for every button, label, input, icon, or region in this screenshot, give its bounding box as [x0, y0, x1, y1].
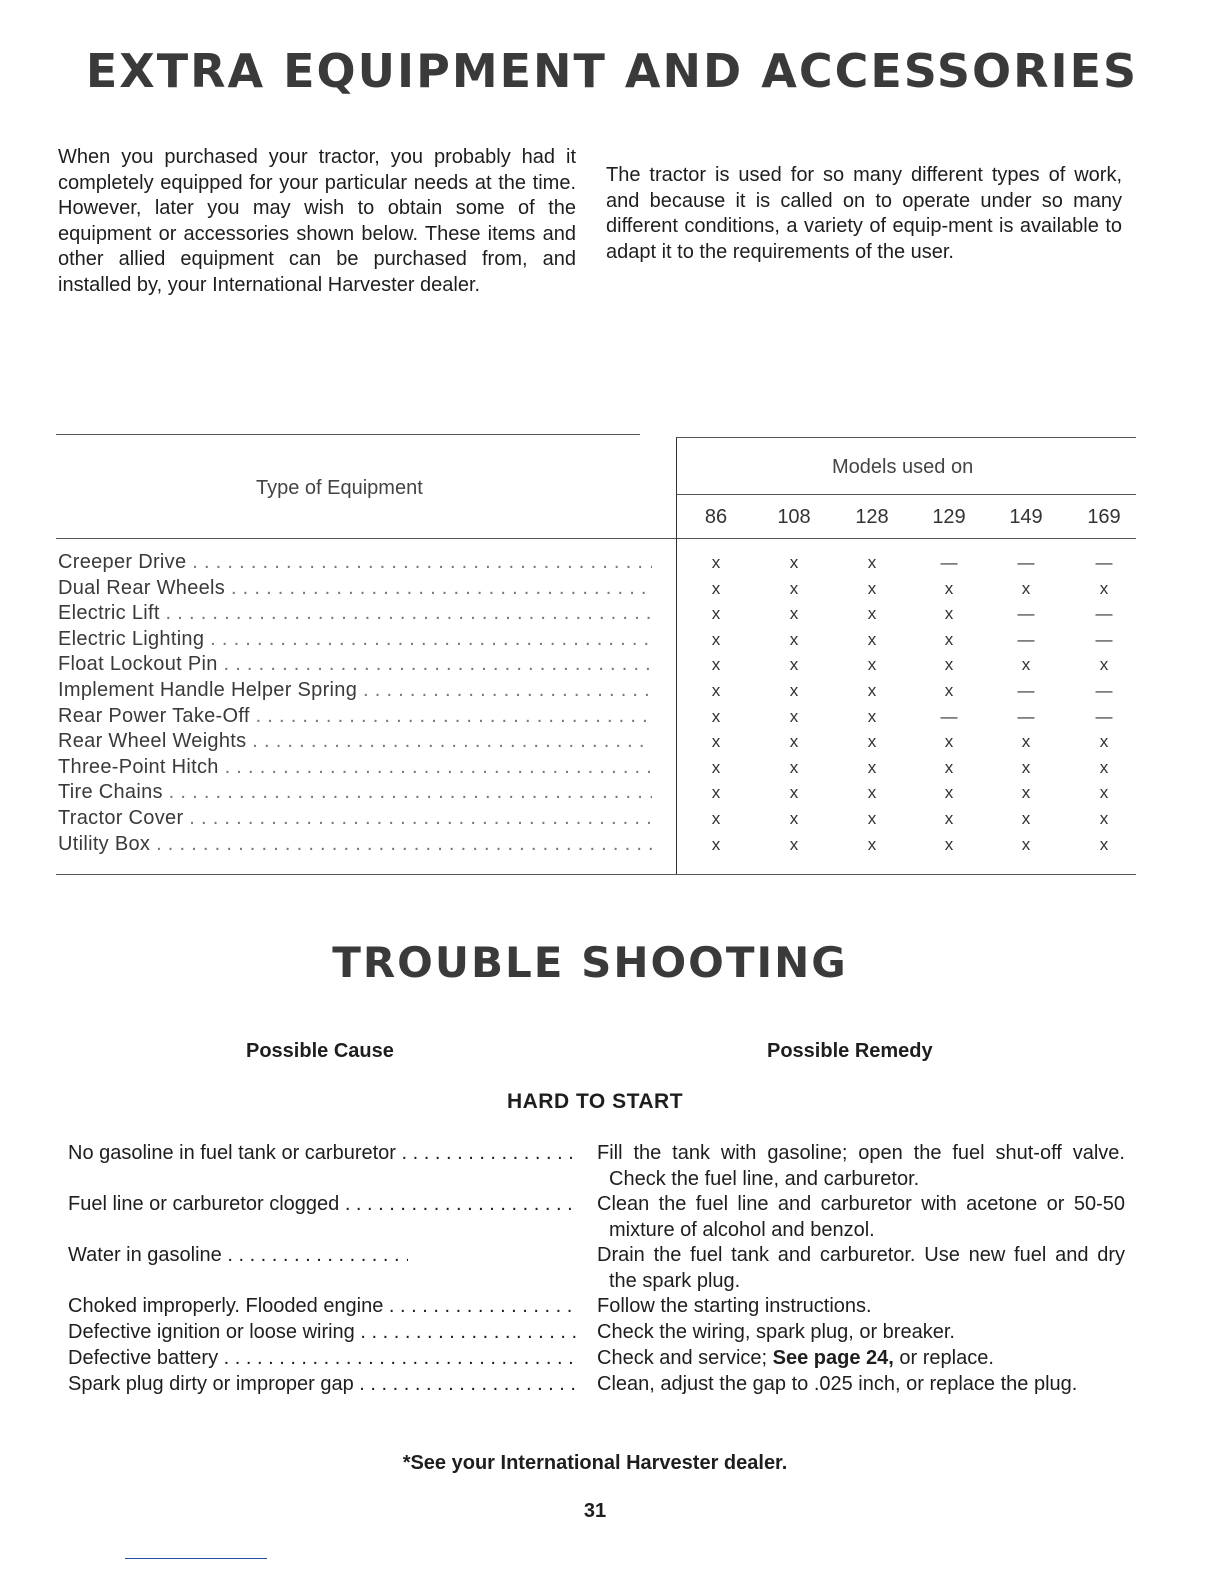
availability-mark: x: [711, 732, 721, 752]
availability-mark: x: [1021, 808, 1031, 828]
availability-mark: —: [1017, 680, 1035, 700]
availability-mark: x: [711, 706, 721, 726]
equipment-name: Implement Handle Helper Spring . . .: [58, 678, 652, 704]
equipment-row: [58, 755, 1138, 781]
availability-mark: x: [867, 604, 877, 624]
equipment-row: [58, 806, 1138, 832]
remedy-item: [597, 1346, 1125, 1372]
availability-mark: x: [711, 834, 721, 854]
availability-mark: x: [711, 680, 721, 700]
table-top-rule-left: [56, 434, 640, 435]
availability-mark: x: [711, 808, 721, 828]
availability-mark: x: [1021, 578, 1031, 598]
availability-mark: x: [867, 834, 877, 854]
remedy-text: or replace.: [893, 1347, 994, 1369]
equipment-row: [58, 832, 1138, 858]
model-header: 149: [1009, 506, 1043, 528]
availability-mark: —: [1095, 604, 1113, 624]
model-header: 169: [1087, 506, 1121, 528]
remedy-item: Fill the tank with gasoline; open the fuel shut-off valve. Check the fuel line, and carburetor.: [597, 1142, 1125, 1190]
availability-mark: —: [1095, 553, 1113, 572]
availability-mark: x: [867, 629, 877, 649]
availability-mark: x: [944, 732, 954, 752]
header-bottom-rule: [56, 538, 1136, 539]
availability-mark: x: [711, 629, 721, 649]
availability-mark: x: [711, 655, 721, 675]
availability-mark: x: [944, 680, 954, 700]
availability-mark: —: [1095, 680, 1113, 700]
equipment-name: Three-Point Hitch . . .: [58, 755, 652, 781]
availability-mark: x: [944, 783, 954, 803]
availability-mark: x: [867, 706, 877, 726]
equipment-row: [58, 627, 1138, 653]
possible-remedy-header: Possible Remedy: [767, 1040, 933, 1062]
model-header: 129: [932, 506, 966, 528]
possible-cause-header: Possible Cause: [246, 1040, 394, 1062]
equipment-name: Rear Wheel Weights . . .: [58, 729, 652, 755]
intro-paragraph-left: When you purchased your tractor, you probably had it completely equipped for your particular needs at the time. However, later you may wish to obtain some of the equipment or accessories shown below. These items and other allied equipment can be purchased from, and installed by, your International Harvester dealer.: [58, 146, 576, 296]
availability-mark: x: [1099, 808, 1109, 828]
availability-mark: x: [944, 604, 954, 624]
availability-mark: x: [1021, 783, 1031, 803]
equipment-row: [58, 550, 1138, 576]
availability-mark: x: [1099, 834, 1109, 854]
equipment-row: [58, 601, 1138, 627]
availability-mark: x: [711, 553, 721, 572]
availability-mark: —: [1095, 706, 1113, 726]
cause-item: Defective ignition or loose wiring . . .: [68, 1320, 576, 1346]
trouble-shooting-title: TROUBLE SHOOTING: [332, 938, 848, 987]
availability-mark: —: [1017, 629, 1035, 649]
page-reference: See page 24,: [772, 1347, 894, 1369]
type-of-equipment-header: Type of Equipment: [256, 477, 423, 499]
availability-mark: x: [789, 553, 799, 572]
equipment-row: [58, 704, 1138, 730]
availability-mark: x: [1021, 655, 1031, 675]
models-used-on-header: Models used on: [832, 456, 974, 478]
availability-mark: x: [789, 655, 799, 675]
availability-mark: x: [944, 808, 954, 828]
availability-mark: —: [1017, 706, 1035, 726]
table-bottom-rule: [56, 874, 1136, 875]
availability-mark: x: [1021, 834, 1031, 854]
availability-mark: x: [789, 680, 799, 700]
intro-paragraph-right: The tractor is used for so many different types of work, and because it is called on to operate under so many different conditions, a variety of equip-ment is available to adapt it to the requirements of the user.: [606, 164, 1122, 263]
equipment-row: [58, 652, 1138, 678]
availability-mark: x: [867, 553, 877, 572]
equipment-row: [58, 780, 1138, 806]
model-header: 86: [704, 506, 728, 528]
availability-mark: —: [1017, 553, 1035, 572]
remedy-text: Check and service;: [597, 1347, 773, 1369]
cause-item: Water in gasoline . . .: [68, 1243, 408, 1269]
hard-to-start-heading: HARD TO START: [506, 1090, 684, 1113]
availability-mark: x: [789, 808, 799, 828]
availability-mark: x: [944, 578, 954, 598]
table-top-rule-right: [676, 437, 1136, 438]
equipment-name: Creeper Drive . . .: [58, 550, 652, 576]
availability-mark: x: [867, 808, 877, 828]
remedy-item: Check the wiring, spark plug, or breaker.: [597, 1321, 955, 1343]
models-header-rule: [676, 494, 1136, 495]
availability-mark: x: [711, 604, 721, 624]
equipment-row: [58, 729, 1138, 755]
cause-item: Defective battery . . .: [68, 1346, 576, 1372]
equipment-name: Electric Lighting . . .: [58, 627, 652, 653]
availability-mark: x: [867, 655, 877, 675]
availability-mark: x: [711, 578, 721, 598]
availability-mark: x: [789, 732, 799, 752]
availability-mark: x: [1099, 757, 1109, 777]
equipment-rows: [58, 550, 1138, 857]
availability-mark: x: [867, 732, 877, 752]
remedy-item: Drain the fuel tank and carburetor. Use new fuel and dry the spark plug.: [597, 1244, 1125, 1292]
equipment-name: Dual Rear Wheels . . .: [58, 576, 652, 602]
cause-item: Spark plug dirty or improper gap . . .: [68, 1372, 576, 1398]
availability-mark: x: [1099, 732, 1109, 752]
dealer-footnote: *See your International Harvester dealer.: [402, 1452, 788, 1474]
availability-mark: x: [789, 757, 799, 777]
availability-mark: x: [867, 578, 877, 598]
availability-mark: x: [944, 629, 954, 649]
equipment-name: Tractor Cover . . .: [58, 806, 652, 832]
availability-mark: x: [867, 680, 877, 700]
equipment-name: Utility Box . . .: [58, 832, 652, 858]
remedy-item: Follow the starting instructions.: [597, 1295, 872, 1317]
availability-mark: —: [940, 553, 958, 572]
availability-mark: —: [940, 706, 958, 726]
availability-mark: x: [1099, 578, 1109, 598]
availability-mark: x: [944, 834, 954, 854]
availability-mark: —: [1095, 629, 1113, 649]
page-number: 31: [583, 1500, 607, 1522]
availability-mark: x: [711, 757, 721, 777]
page-title: EXTRA EQUIPMENT AND ACCESSORIES: [85, 44, 1139, 98]
availability-mark: x: [789, 604, 799, 624]
availability-mark: x: [789, 629, 799, 649]
availability-mark: x: [867, 757, 877, 777]
equipment-name: Tire Chains . . .: [58, 780, 652, 806]
cause-item: No gasoline in fuel tank or carburetor . . .: [68, 1141, 576, 1167]
availability-mark: x: [944, 655, 954, 675]
availability-mark: x: [789, 834, 799, 854]
model-header: 128: [855, 506, 889, 528]
availability-mark: x: [789, 783, 799, 803]
availability-mark: x: [867, 783, 877, 803]
equipment-row: [58, 576, 1138, 602]
equipment-name: Electric Lift . . .: [58, 601, 652, 627]
availability-mark: x: [1021, 732, 1031, 752]
availability-mark: —: [1017, 604, 1035, 624]
availability-mark: x: [1099, 655, 1109, 675]
remedy-item: Clean, adjust the gap to .025 inch, or replace the plug.: [597, 1373, 1078, 1395]
footer-rule: [125, 1558, 267, 1559]
availability-mark: x: [1021, 757, 1031, 777]
model-header: 108: [777, 506, 811, 528]
availability-mark: x: [944, 757, 954, 777]
availability-mark: x: [1099, 783, 1109, 803]
remedy-item: Clean the fuel line and carburetor with acetone or 50-50 mixture of alcohol and benzol.: [597, 1193, 1125, 1241]
availability-mark: x: [789, 578, 799, 598]
equipment-name: Float Lockout Pin . . .: [58, 652, 652, 678]
equipment-name: Rear Power Take-Off . . .: [58, 704, 652, 730]
availability-mark: x: [789, 706, 799, 726]
cause-item: Choked improperly. Flooded engine . . .: [68, 1294, 576, 1320]
equipment-row: [58, 678, 1138, 704]
availability-mark: x: [711, 783, 721, 803]
cause-item: Fuel line or carburetor clogged . . .: [68, 1192, 576, 1218]
